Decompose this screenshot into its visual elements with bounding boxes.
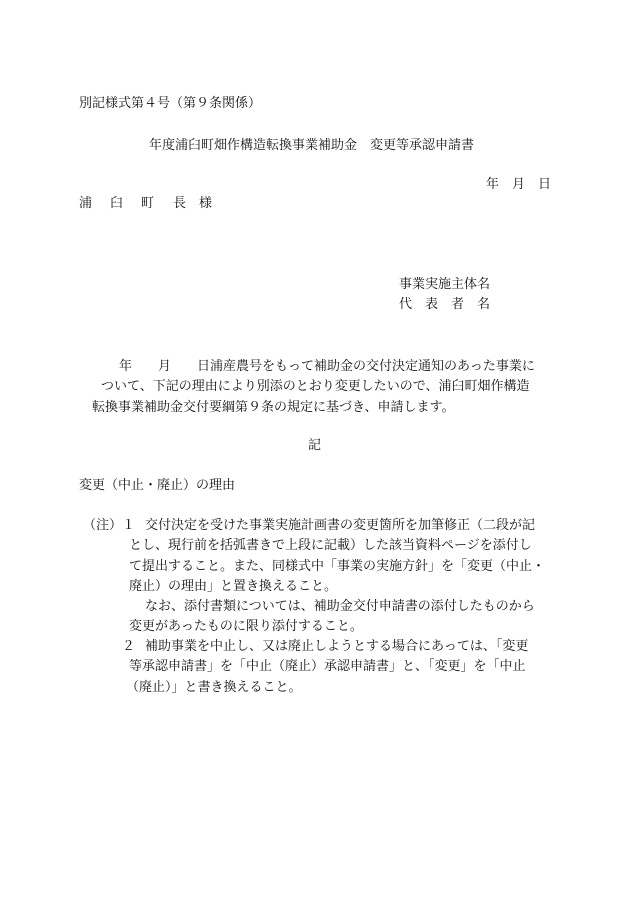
addressee-char: 浦 (79, 196, 93, 211)
ki-heading: 記 (308, 438, 322, 453)
note-line: 交付決定を受けた事業実施計画書の変更箇所を加筆修正（二段が記 (145, 518, 536, 533)
note-line: 変更があったものに限り添付すること。 (129, 619, 363, 634)
note-number: １ (122, 518, 136, 533)
notes-label: （注） (83, 518, 123, 533)
note-number: ２ (122, 639, 136, 654)
representative-label: 代 表 者 名 (399, 297, 491, 312)
body-line: 転換事業補助金交付要綱第９条の規定に基づき、申請します。 (92, 400, 455, 415)
applicant-entity-label: 事業実施主体名 (399, 277, 491, 292)
form-number: 別記様式第４号（第９条関係） (79, 96, 262, 111)
addressee-suffix: 様 (199, 196, 213, 211)
addressee-char: 町 (141, 196, 155, 211)
note-line: 等承認申請書」を「中止（廃止）承認申請書」と、「変更」を「中止 (129, 659, 526, 674)
note-line: （廃止）」と書き換えること。 (126, 680, 302, 695)
reason-heading: 変更（中止・廃止）の理由 (79, 478, 236, 493)
addressee-char: 臼 (110, 196, 124, 211)
note-line: 補助事業を中止し、又は廃止しようとする場合にあっては、「変更 (145, 639, 529, 654)
addressee-char: 長 (173, 196, 187, 211)
body-line: ついて、下記の理由により別添のとおり変更したいので、浦臼町畑作構造 (101, 379, 530, 394)
date-line: 年 月 日 (486, 177, 552, 192)
document-title: 年度浦臼町畑作構造転換事業補助金 変更等承認申請書 (149, 138, 475, 153)
note-line: とし、現行前を括弧書きで上段に記載）した該当資料ページを添付し (129, 538, 532, 553)
note-line: なお、添付書類については、補助金交付申請書の添付したものから (145, 599, 535, 614)
note-line: 廃止）の理由」と置き換えること。 (129, 579, 338, 594)
body-line: 年 月 日浦産農号をもって補助金の交付決定通知のあった事業に (119, 359, 535, 374)
note-line: て提出すること。また、同様式中「事業の実施方針」を「変更（中止・ (129, 559, 546, 574)
